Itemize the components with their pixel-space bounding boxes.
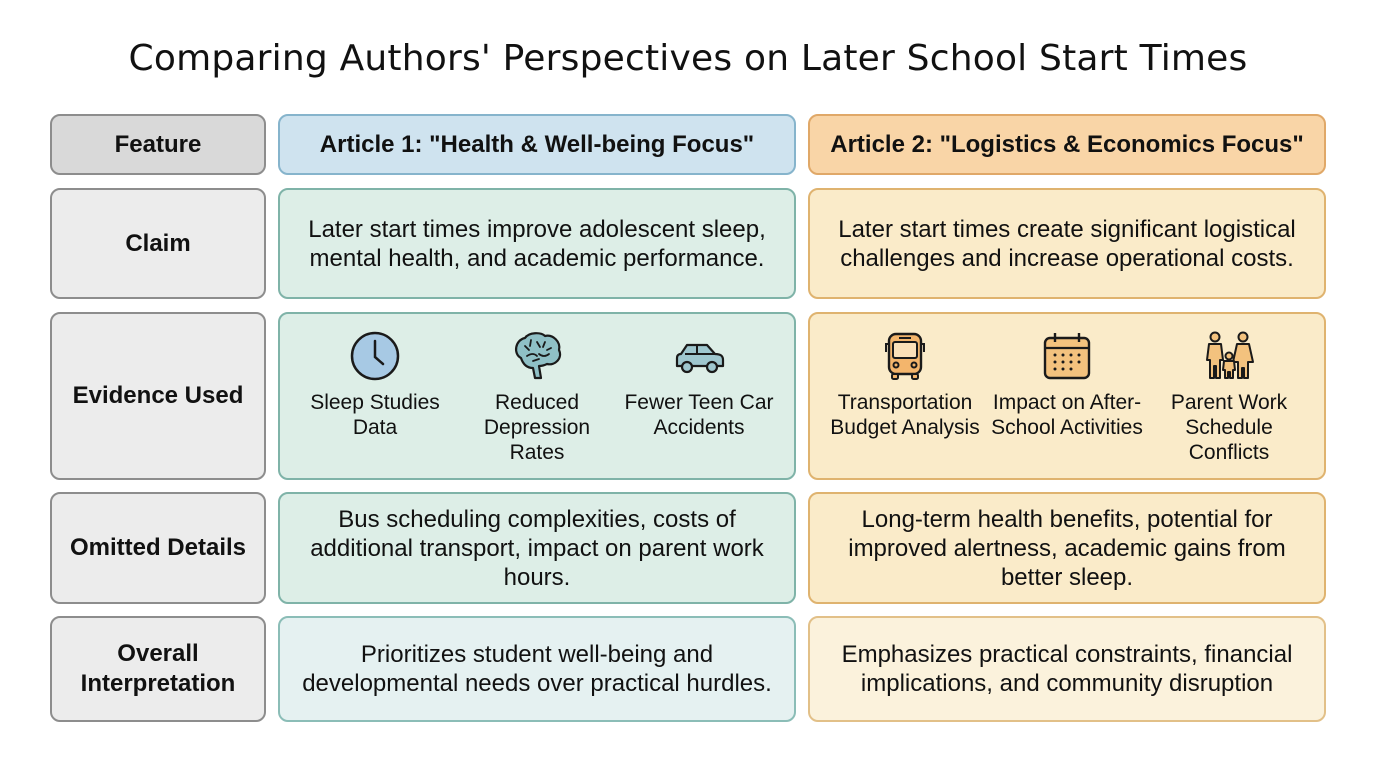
row-label-evidence-text: Evidence Used (72, 382, 244, 409)
page-title: Comparing Authors' Perspectives on Later School Start Times (128, 38, 1248, 79)
article1-omitted-text: Bus scheduling complexities, costs of additional transport, impact on parent work hours. (310, 505, 764, 591)
family-icon (1201, 328, 1257, 384)
evidence-label: Impact on After-School Activities (991, 390, 1143, 439)
car-icon (671, 328, 727, 384)
article2-claim-text: Later start times create significant logistical challenges and increase operational costs. (838, 215, 1296, 272)
header-article2-label: Article 2: "Logistics & Economics Focus" (830, 130, 1304, 158)
header-article2 (808, 114, 1326, 175)
evidence-item (987, 328, 1147, 440)
article1-evidence (278, 312, 796, 480)
bus-icon (877, 328, 933, 384)
header-feature (50, 114, 266, 175)
article1-claim-text: Later start times improve adolescent sleep, mental health, and academic performance. (308, 215, 766, 272)
article1-claim (278, 188, 796, 299)
row-label-omitted (50, 492, 266, 604)
evidence-label: Reduced Depression Rates (483, 390, 591, 464)
header-feature-label: Feature (114, 130, 202, 158)
row-label-interpretation (50, 616, 266, 722)
article1-omitted (278, 492, 796, 604)
row-label-claim (50, 188, 266, 299)
evidence-item (295, 328, 455, 440)
calendar-icon (1039, 328, 1095, 384)
brain-icon (509, 328, 565, 384)
clock-icon (347, 328, 403, 384)
evidence-item (457, 328, 617, 465)
article2-omitted-text: Long-term health benefits, potential for improved alertness, academic gains from better sleep. (848, 505, 1286, 591)
evidence-item (1149, 328, 1309, 465)
row-label-evidence (50, 312, 266, 480)
article2-interpretation-text: Emphasizes practical constraints, financial implications, and community disruption (841, 641, 1293, 697)
evidence-item (825, 328, 985, 440)
evidence-item (619, 328, 779, 440)
evidence-label: Parent Work Schedule Conflicts (1170, 390, 1288, 464)
row-label-claim-text: Claim (125, 229, 191, 257)
evidence-label: Transportation Budget Analysis (830, 390, 980, 439)
article2-interpretation (808, 616, 1326, 722)
article2-claim (808, 188, 1326, 299)
article1-interpretation-text: Prioritizes student well-being and developmental needs over practical hurdles. (302, 641, 772, 697)
evidence-label: Sleep Studies Data (310, 390, 440, 439)
evidence-label: Fewer Teen Car Accidents (624, 390, 774, 439)
article2-evidence (808, 312, 1326, 480)
header-article1 (278, 114, 796, 175)
header-article1-label: Article 1: "Health & Well-being Focus" (319, 130, 755, 158)
row-label-omitted-text: Omitted Details (69, 534, 247, 561)
article2-omitted (808, 492, 1326, 604)
article1-interpretation (278, 616, 796, 722)
row-label-interpretation-text: Overall Interpretation (80, 640, 236, 697)
